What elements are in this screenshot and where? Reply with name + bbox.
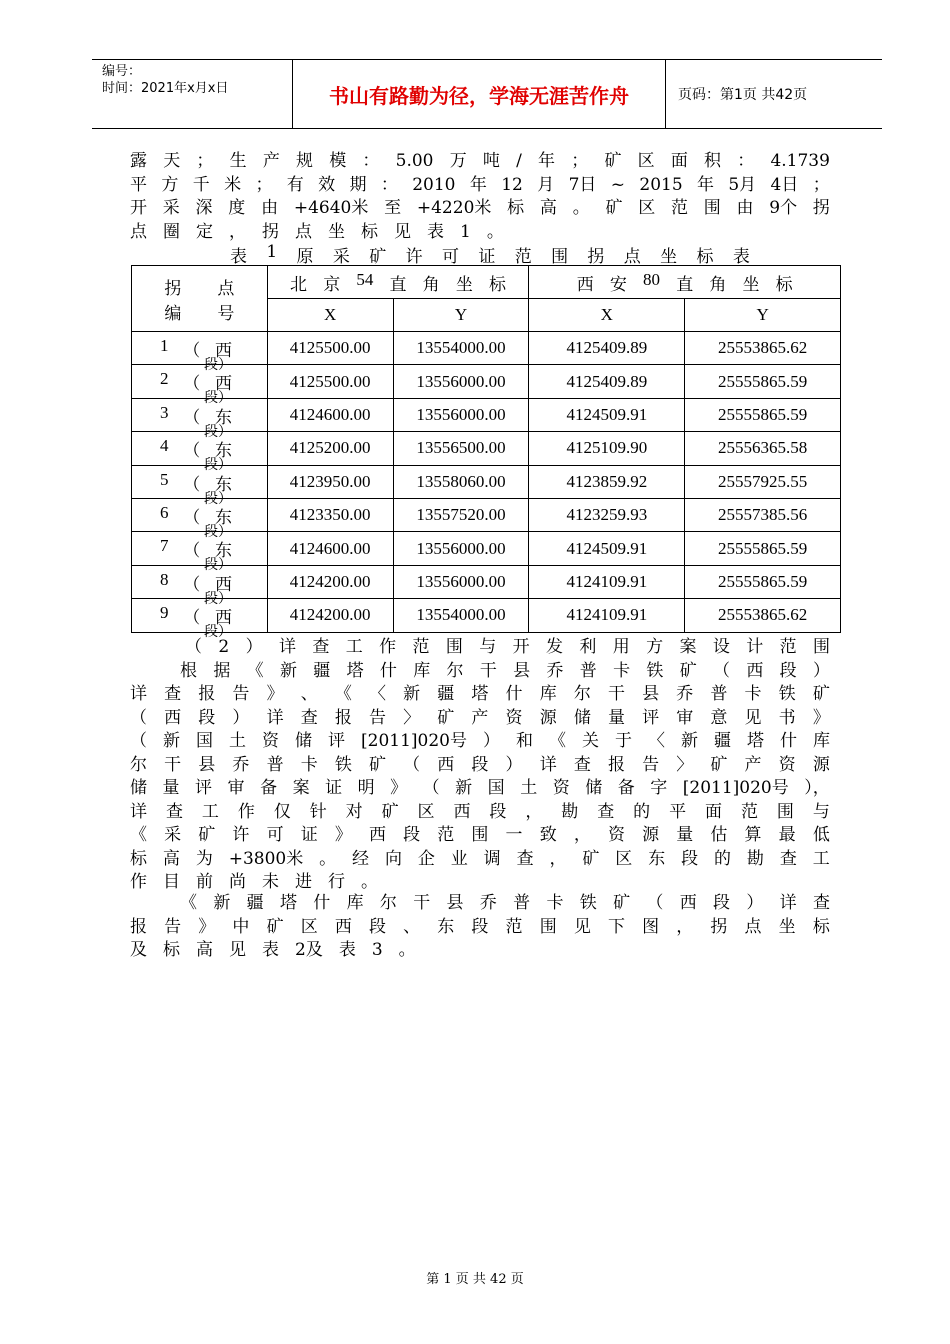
beijing-y-cell: 13554000.00 xyxy=(393,332,529,365)
xian-y-cell: 25553865.62 xyxy=(685,332,841,365)
beijing-x-cell: 4123950.00 xyxy=(267,465,393,498)
table-row xyxy=(132,465,841,498)
xian-y-cell: 25557925.55 xyxy=(685,465,841,498)
text-line: 详 查 工 作 仅 针 对 矿 区 西 段 ， 勘 查 的 平 面 范 围 与 xyxy=(130,801,830,822)
xian-x-cell: 4124509.91 xyxy=(529,532,685,565)
xian-x-cell: 4124509.91 xyxy=(529,398,685,431)
text-line: 作 目 前 尚 未 进 行 。 xyxy=(130,872,378,892)
table-row xyxy=(132,332,841,365)
table-caption: 表 1 原 采 矿 许 可 证 范 围 拐 点 坐 标 表 xyxy=(230,242,750,267)
paragraph-report xyxy=(130,892,830,963)
point-number-cell: 6 （ 东 段） xyxy=(132,498,268,531)
text-line: 平 方 千 米 ； 有 效 期 ： 2010 年 12 月 7日 ~ 2015 年 5月 4日 ； xyxy=(130,174,830,195)
xian-x-cell: 4123859.92 xyxy=(529,465,685,498)
xian-y-cell: 25557385.56 xyxy=(685,498,841,531)
xian-x-header: X xyxy=(529,299,685,332)
beijing-y-cell: 13556000.00 xyxy=(393,365,529,398)
point-number-cell: 4 （ 东 段） xyxy=(132,432,268,465)
point-number-cell: 7 （ 东 段） xyxy=(132,532,268,565)
xian-y-cell: 25555865.59 xyxy=(685,365,841,398)
beijing-y-cell: 13554000.00 xyxy=(393,599,529,632)
text-line: 《 采 矿 许 可 证 》 西 段 范 围 一 致 ， 资 源 量 估 算 最 低 xyxy=(130,825,830,845)
beijing-y-cell: 13556500.00 xyxy=(393,432,529,465)
table-row xyxy=(132,398,841,431)
beijing-x-cell: 4124600.00 xyxy=(267,398,393,431)
xian-y-cell: 25555865.59 xyxy=(685,565,841,598)
beijing-x-cell: 4125500.00 xyxy=(267,332,393,365)
section-heading: （ 2 ） 详 查 工 作 范 围 与 开 发 利 用 方 案 设 计 范 围 xyxy=(185,637,830,657)
beijing-x-header: X xyxy=(267,299,393,332)
point-number-cell: 5 （ 东 段） xyxy=(132,465,268,498)
xian-x-cell: 4124109.91 xyxy=(529,599,685,632)
beijing-x-cell: 4125200.00 xyxy=(267,432,393,465)
paragraph-scope xyxy=(130,636,830,895)
time-label: 时间：2021年x月x日 xyxy=(102,81,229,96)
point-number-cell: 3 （ 东 段） xyxy=(132,398,268,431)
text-line: 开 采 深 度 由 +4640米 至 +4220米 标 高 。 矿 区 范 围 由 9个 拐 xyxy=(130,198,830,218)
text-line: 报 告 》 中 矿 区 西 段 、 东 段 范 围 见 下 图 ， 拐 点 坐 标 xyxy=(130,916,830,937)
xian-x-cell: 4125409.89 xyxy=(529,332,685,365)
beijing-x-cell: 4123350.00 xyxy=(267,498,393,531)
beijing-y-cell: 13556000.00 xyxy=(393,398,529,431)
xian80-header: 西 安 80 直 角 坐 标 xyxy=(529,266,841,299)
text-line: 根 据 《 新 疆 塔 什 库 尔 干 县 乔 普 卡 铁 矿 （ 西 段 ） xyxy=(180,660,830,681)
xian-y-cell: 25556365.58 xyxy=(685,432,841,465)
text-line: 露 天 ； 生 产 规 模 ： 5.00 万 吨 / 年 ； 矿 区 面 积 ： 4.1739 xyxy=(130,151,830,171)
paragraph-production xyxy=(130,150,830,244)
header-motto: 书山有路勤为径，学海无涯苦作舟 xyxy=(293,60,666,128)
text-line: 标 高 为 +3800米 。 经 向 企 业 调 查 ， 矿 区 东 段 的 勘 查 工 xyxy=(130,848,830,869)
beijing-x-cell: 4124600.00 xyxy=(267,532,393,565)
xian-y-header: Y xyxy=(685,299,841,332)
page-header xyxy=(92,59,882,129)
xian-y-cell: 25555865.59 xyxy=(685,532,841,565)
coordinates-table xyxy=(131,265,841,641)
point-number-cell: 1 （ 西 段） xyxy=(132,332,268,365)
xian-y-cell: 25555865.59 xyxy=(685,398,841,431)
text-line: 《 新 疆 塔 什 库 尔 干 县 乔 普 卡 铁 矿 （ 西 段 ） 详 查 xyxy=(180,893,830,913)
beijing-x-cell: 4125500.00 xyxy=(267,365,393,398)
table-row xyxy=(132,565,841,598)
text-line: 及 标 高 见 表 2及 表 3 。 xyxy=(130,940,416,960)
table-row xyxy=(132,599,841,632)
header-meta xyxy=(92,60,293,128)
beijing-y-cell: 13556000.00 xyxy=(393,532,529,565)
point-number-cell: 8 （ 西 段） xyxy=(132,565,268,598)
beijing54-header: 北 京 54 直 角 坐 标 xyxy=(267,266,529,299)
xian-x-cell: 4124109.91 xyxy=(529,565,685,598)
text-line: （ 新 国 土 资 储 评 [2011]020号 ） 和 《 关 于 〈 新 疆 塔 什 库 xyxy=(130,731,830,751)
text-line: 点 圈 定 ， 拐 点 坐 标 见 表 1 。 xyxy=(130,221,504,242)
table-row xyxy=(132,498,841,531)
text-line: 储 量 评 审 备 案 证 明 》 （ 新 国 土 资 储 备 字 [2011]020号 ）， xyxy=(130,778,830,798)
point-number-cell: 9 （ 西 段） xyxy=(132,599,268,632)
text-line: 详 查 报 告 》 、 《 〈 新 疆 塔 什 库 尔 干 县 乔 普 卡 铁 矿 xyxy=(130,684,830,704)
point-number-cell: 2 （ 西 段） xyxy=(132,365,268,398)
xian-x-cell: 4123259.93 xyxy=(529,498,685,531)
xian-x-cell: 4125409.89 xyxy=(529,365,685,398)
beijing-y-header: Y xyxy=(393,299,529,332)
xian-y-cell: 25553865.62 xyxy=(685,599,841,632)
header-page-label: 页码：第1页 共42页 xyxy=(678,87,808,103)
number-label: 编号： xyxy=(102,64,142,79)
beijing-y-cell: 13557520.00 xyxy=(393,498,529,531)
table-row xyxy=(132,365,841,398)
text-line: 尔 干 县 乔 普 卡 铁 矿 （ 西 段 ） 详 查 报 告 〉 矿 产 资 源 xyxy=(130,754,830,775)
beijing-x-cell: 4124200.00 xyxy=(267,599,393,632)
page-footer: 第 1 页 共 42 页 xyxy=(426,1272,524,1287)
text-line: （ 西 段 ） 详 查 报 告 〉 矿 产 资 源 储 量 评 审 意 见 书 》 xyxy=(130,707,830,728)
beijing-x-cell: 4124200.00 xyxy=(267,565,393,598)
point-number-header: 拐 点 编 号 xyxy=(132,266,268,332)
beijing-y-cell: 13556000.00 xyxy=(393,565,529,598)
beijing-y-cell: 13558060.00 xyxy=(393,465,529,498)
table-row xyxy=(132,432,841,465)
xian-x-cell: 4125109.90 xyxy=(529,432,685,465)
table-row xyxy=(132,532,841,565)
